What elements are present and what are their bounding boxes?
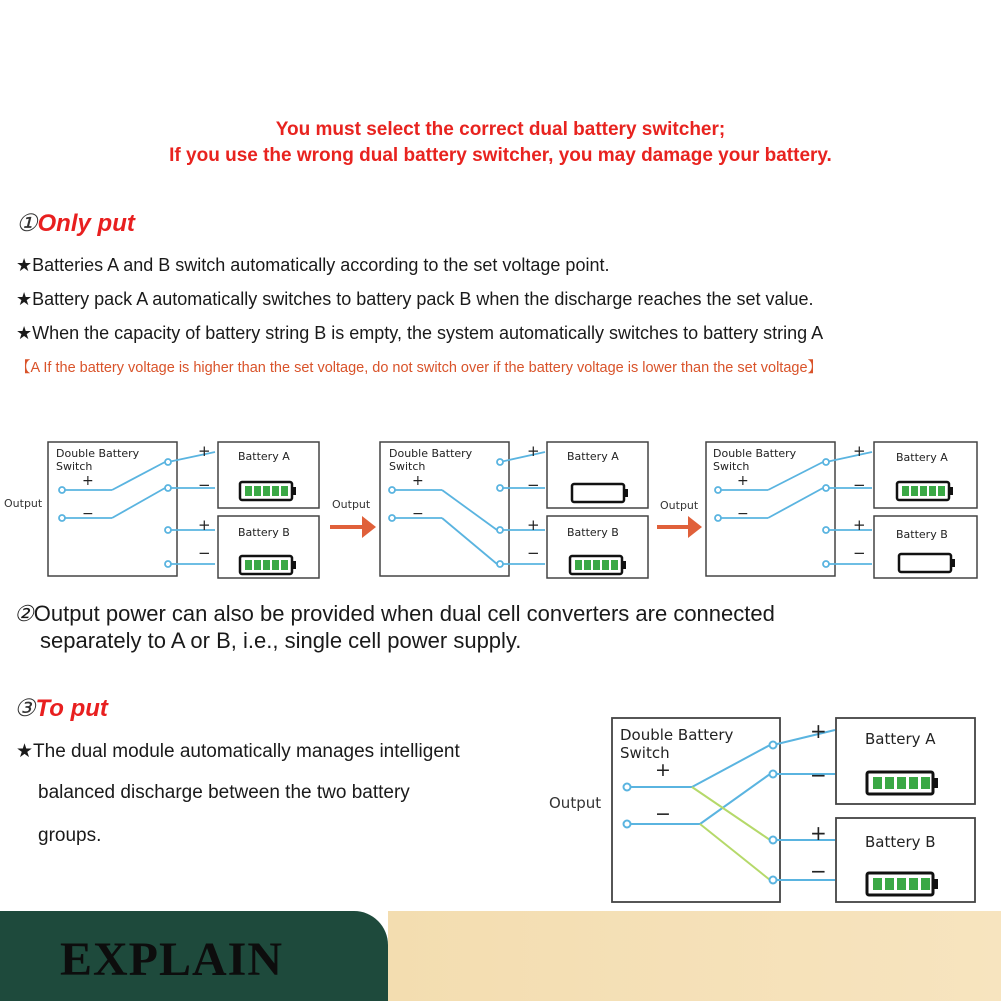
section-2-number: ② <box>14 601 34 626</box>
minus-sign: − <box>655 803 671 825</box>
battery-a-label: Battery A <box>567 450 619 463</box>
plus-sign: + <box>737 473 749 489</box>
switch-label-line1: Double Battery <box>56 447 140 460</box>
minus-sign: − <box>198 476 211 494</box>
diagram-state-3 <box>660 442 977 578</box>
battery-full-icon <box>240 556 296 574</box>
footer-label: EXPLAIN <box>60 933 284 986</box>
plus-sign: + <box>853 442 866 460</box>
minus-sign: − <box>82 506 94 522</box>
section-3-title-text: To put <box>35 695 108 722</box>
minus-sign: − <box>737 506 749 522</box>
section-2-line-2: separately to A or B, i.e., single cell power supply. <box>40 628 522 653</box>
switch-label-line1: Double Battery <box>713 447 797 460</box>
battery-b-label: Battery B <box>896 528 948 541</box>
switch-label-line2: Switch <box>389 460 426 473</box>
plus-sign: + <box>198 516 211 534</box>
plus-sign: + <box>810 719 827 743</box>
output-label: Output <box>332 498 371 511</box>
minus-sign: − <box>853 544 866 562</box>
battery-full-icon <box>867 873 938 895</box>
plus-sign: + <box>853 516 866 534</box>
section-3-line-2: balanced discharge between the two battery <box>38 782 410 803</box>
battery-full-icon <box>240 482 296 500</box>
output-label: Output <box>660 499 699 512</box>
section-1-title-text: Only put <box>37 210 135 237</box>
minus-sign: − <box>198 544 211 562</box>
section-1-bullet-1: ★Batteries A and B switch automatically according to the set voltage point. <box>16 255 610 275</box>
battery-full-icon <box>570 556 626 574</box>
section-3-number: ③ <box>14 695 36 722</box>
section-3-line-3: groups. <box>38 825 102 846</box>
plus-sign: + <box>810 821 827 845</box>
output-label: Output <box>549 794 602 812</box>
battery-b-label: Battery B <box>865 833 936 851</box>
battery-full-icon <box>867 772 938 794</box>
switch-label-line1: Double Battery <box>620 726 734 744</box>
minus-sign: − <box>527 476 540 494</box>
minus-sign: − <box>810 859 827 883</box>
switch-label-line2: Switch <box>713 460 750 473</box>
section-2-text-1: Output power can also be provided when dual cell converters are connected <box>33 601 775 626</box>
plus-sign: + <box>655 759 671 781</box>
plus-sign: + <box>527 442 540 460</box>
minus-sign: − <box>412 506 424 522</box>
minus-sign: − <box>810 763 827 787</box>
plus-sign: + <box>527 516 540 534</box>
section-3-title <box>14 694 108 723</box>
warning-line-1: You must select the correct dual battery switcher; <box>275 119 726 140</box>
battery-b-label: Battery B <box>567 526 619 539</box>
switch-label-line1: Double Battery <box>389 447 473 460</box>
section-3-line-1: ★The dual module automatically manages intelligent <box>16 741 460 762</box>
switch-label-line2: Switch <box>56 460 93 473</box>
battery-empty-icon <box>572 484 628 502</box>
battery-empty-icon <box>899 554 955 572</box>
output-label: Output <box>4 497 43 510</box>
battery-b-label: Battery B <box>238 526 290 539</box>
minus-sign: − <box>527 544 540 562</box>
battery-a-label: Battery A <box>238 450 290 463</box>
arrow-right-icon <box>330 516 376 538</box>
balanced-discharge-diagram <box>540 710 980 910</box>
section-2-line-1 <box>14 601 775 627</box>
battery-a-label: Battery A <box>896 451 948 464</box>
plus-sign: + <box>82 473 94 489</box>
battery-a-label: Battery A <box>865 730 936 748</box>
footer-band <box>388 911 1001 1001</box>
warning-line-2: If you use the wrong dual battery switcher, you may damage your battery. <box>169 145 832 166</box>
section-1-note: 【A If the battery voltage is higher than the set voltage, do not switch over if the battery voltage is lower than the set voltage】 <box>16 360 823 376</box>
diagram-state-1 <box>4 442 319 578</box>
arrow-right-icon <box>657 516 702 538</box>
switch-diagrams-row <box>0 430 1001 590</box>
section-1-bullet-2: ★Battery pack A automatically switches to battery pack B when the discharge reaches the set value. <box>16 289 814 309</box>
diagram-state-2 <box>332 442 648 578</box>
plus-sign: + <box>198 442 211 460</box>
minus-sign: − <box>853 476 866 494</box>
section-1-number: ① <box>16 210 38 237</box>
plus-sign: + <box>412 473 424 489</box>
switch-label-line2: Switch <box>620 744 670 762</box>
section-1-title <box>16 209 135 238</box>
section-1-bullet-3: ★When the capacity of battery string B is empty, the system automatically switches to battery string A <box>16 323 824 343</box>
battery-full-icon <box>897 482 953 500</box>
